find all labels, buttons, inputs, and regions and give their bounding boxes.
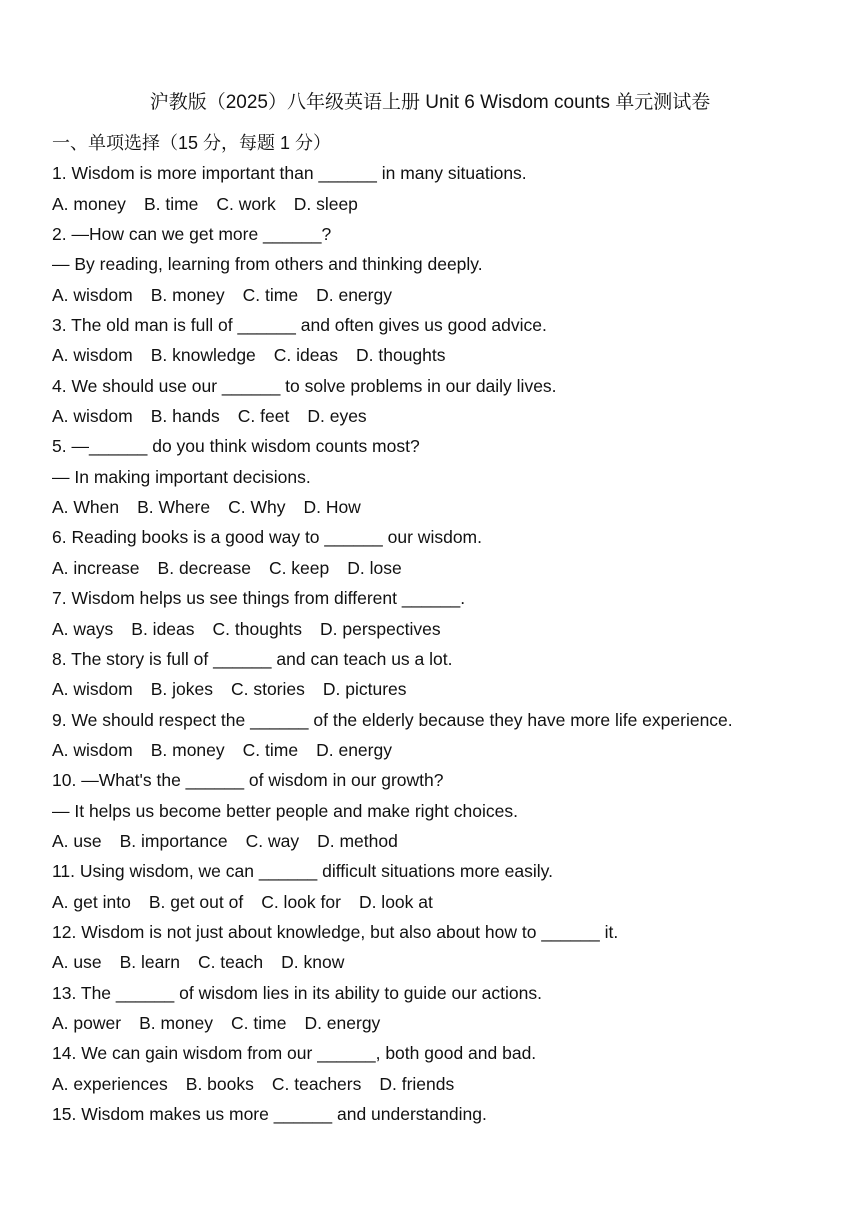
question-stem: 3. The old man is full of ______ and often gives us good advice. — [52, 315, 547, 336]
answer-option: D. thoughts — [356, 345, 446, 366]
answer-option: D. eyes — [307, 406, 367, 427]
answer-option: A. get into — [52, 891, 131, 912]
question-stem: 15. Wisdom makes us more ______ and understanding. — [52, 1104, 487, 1124]
answer-option: D. energy — [304, 1012, 381, 1033]
answer-option: A. wisdom — [52, 406, 133, 427]
question-stem: 5. —______ do you think wisdom counts most? — [52, 436, 420, 457]
answer-options — [52, 553, 832, 583]
answer-options — [52, 492, 832, 522]
answer-option: C. keep — [268, 557, 330, 578]
answer-option: C. time — [242, 284, 299, 305]
answer-option: D. know — [281, 952, 345, 973]
answer-options — [52, 340, 832, 370]
answer-option: B. books — [185, 1073, 254, 1094]
answer-option: A. wisdom — [52, 284, 133, 305]
answer-option: B. knowledge — [150, 345, 256, 366]
answer-option: A. When — [52, 497, 120, 518]
question-stem: 10. —What's the ______ of wisdom in our growth? — [52, 770, 444, 791]
answer-option: C. time — [231, 1012, 287, 1033]
dialogue-response: — It helps us become better people and make right choices. — [52, 800, 518, 821]
answer-option: A. experiences — [52, 1073, 168, 1094]
answer-option: B. Where — [137, 497, 211, 518]
answer-option: B. jokes — [150, 679, 213, 700]
answer-option: A. wisdom — [52, 679, 133, 700]
answer-option: C. teachers — [271, 1073, 362, 1094]
answer-option: B. get out of — [148, 891, 244, 912]
dialogue-response: — By reading, learning from others and thinking deeply. — [52, 254, 483, 275]
question-stem: 4. We should use our ______ to solve problems in our daily lives. — [52, 375, 557, 396]
answer-option: D. friends — [379, 1073, 455, 1094]
answer-options — [52, 1008, 832, 1038]
question-stem: 11. Using wisdom, we can ______ difficult situations more easily. — [52, 861, 553, 882]
question-stem: 8. The story is full of ______ and can teach us a lot. — [52, 648, 453, 669]
answer-option: D. energy — [316, 284, 392, 305]
answer-option: C. stories — [230, 679, 305, 700]
answer-option: B. money — [150, 739, 225, 760]
answer-option: D. perspectives — [320, 618, 441, 639]
answer-options — [52, 280, 832, 310]
answer-option: C. feet — [237, 406, 290, 427]
answer-options — [52, 826, 832, 856]
answer-options — [52, 614, 832, 644]
answer-option: A. wisdom — [52, 739, 133, 760]
question-stem: 7. Wisdom helps us see things from different ______. — [52, 588, 466, 609]
document-title: 沪教版（2025）八年级英语上册 Unit 6 Wisdom counts 单元测试卷 — [149, 92, 711, 113]
question-stem: 14. We can gain wisdom from our ______, both good and bad. — [52, 1043, 537, 1064]
answer-option: A. ways — [52, 618, 114, 639]
answer-option: A. power — [52, 1012, 122, 1033]
answer-option: C. time — [242, 739, 299, 760]
question-stem: 1. Wisdom is more important than ______ in many situations. — [52, 163, 527, 184]
answer-option: B. hands — [150, 406, 220, 427]
answer-option: C. way — [245, 830, 300, 851]
answer-option: A. money — [52, 193, 126, 214]
answer-option: A. use — [52, 830, 102, 851]
answer-option: B. learn — [119, 952, 180, 973]
answer-options — [52, 674, 832, 704]
answer-options — [52, 401, 832, 431]
answer-option: C. look for — [261, 891, 341, 912]
question-stem: 9. We should respect the ______ of the elderly because they have more life experience. — [52, 709, 733, 730]
answer-option: D. How — [303, 497, 361, 518]
answer-option: D. method — [317, 830, 398, 851]
answer-options — [52, 189, 832, 219]
answer-option: B. money — [150, 284, 225, 305]
answer-option: D. lose — [347, 557, 402, 578]
document-body — [52, 128, 832, 1129]
answer-option: C. thoughts — [212, 618, 303, 639]
answer-option: B. importance — [119, 830, 228, 851]
answer-options — [52, 947, 832, 977]
answer-options — [52, 887, 832, 917]
answer-option: D. look at — [358, 891, 433, 912]
answer-option: C. ideas — [273, 345, 338, 366]
answer-option: C. teach — [197, 952, 264, 973]
answer-option: D. sleep — [293, 193, 358, 214]
answer-option: B. ideas — [131, 618, 195, 639]
answer-option: B. money — [139, 1012, 213, 1033]
question-stem: 6. Reading books is a good way to ______ our wisdom. — [52, 527, 482, 548]
answer-options — [52, 1069, 832, 1099]
answer-option: A. wisdom — [52, 345, 133, 366]
answer-option: C. work — [216, 193, 276, 214]
answer-option: C. Why — [228, 497, 286, 518]
answer-option: A. use — [52, 952, 102, 973]
answer-option: A. increase — [52, 557, 140, 578]
question-stem: 2. —How can we get more ______? — [52, 224, 332, 245]
answer-options — [52, 735, 832, 765]
answer-option: D. pictures — [322, 679, 407, 700]
answer-option: B. time — [143, 193, 199, 214]
section-heading: 一、单项选择（15 分，每题 1 分） — [52, 133, 332, 153]
answer-option: D. energy — [316, 739, 392, 760]
question-stem: 13. The ______ of wisdom lies in its ability to guide our actions. — [52, 982, 542, 1003]
question-stem: 12. Wisdom is not just about knowledge, but also about how to ______ it. — [52, 921, 619, 942]
answer-option: B. decrease — [157, 557, 251, 578]
dialogue-response: — In making important decisions. — [52, 466, 311, 487]
